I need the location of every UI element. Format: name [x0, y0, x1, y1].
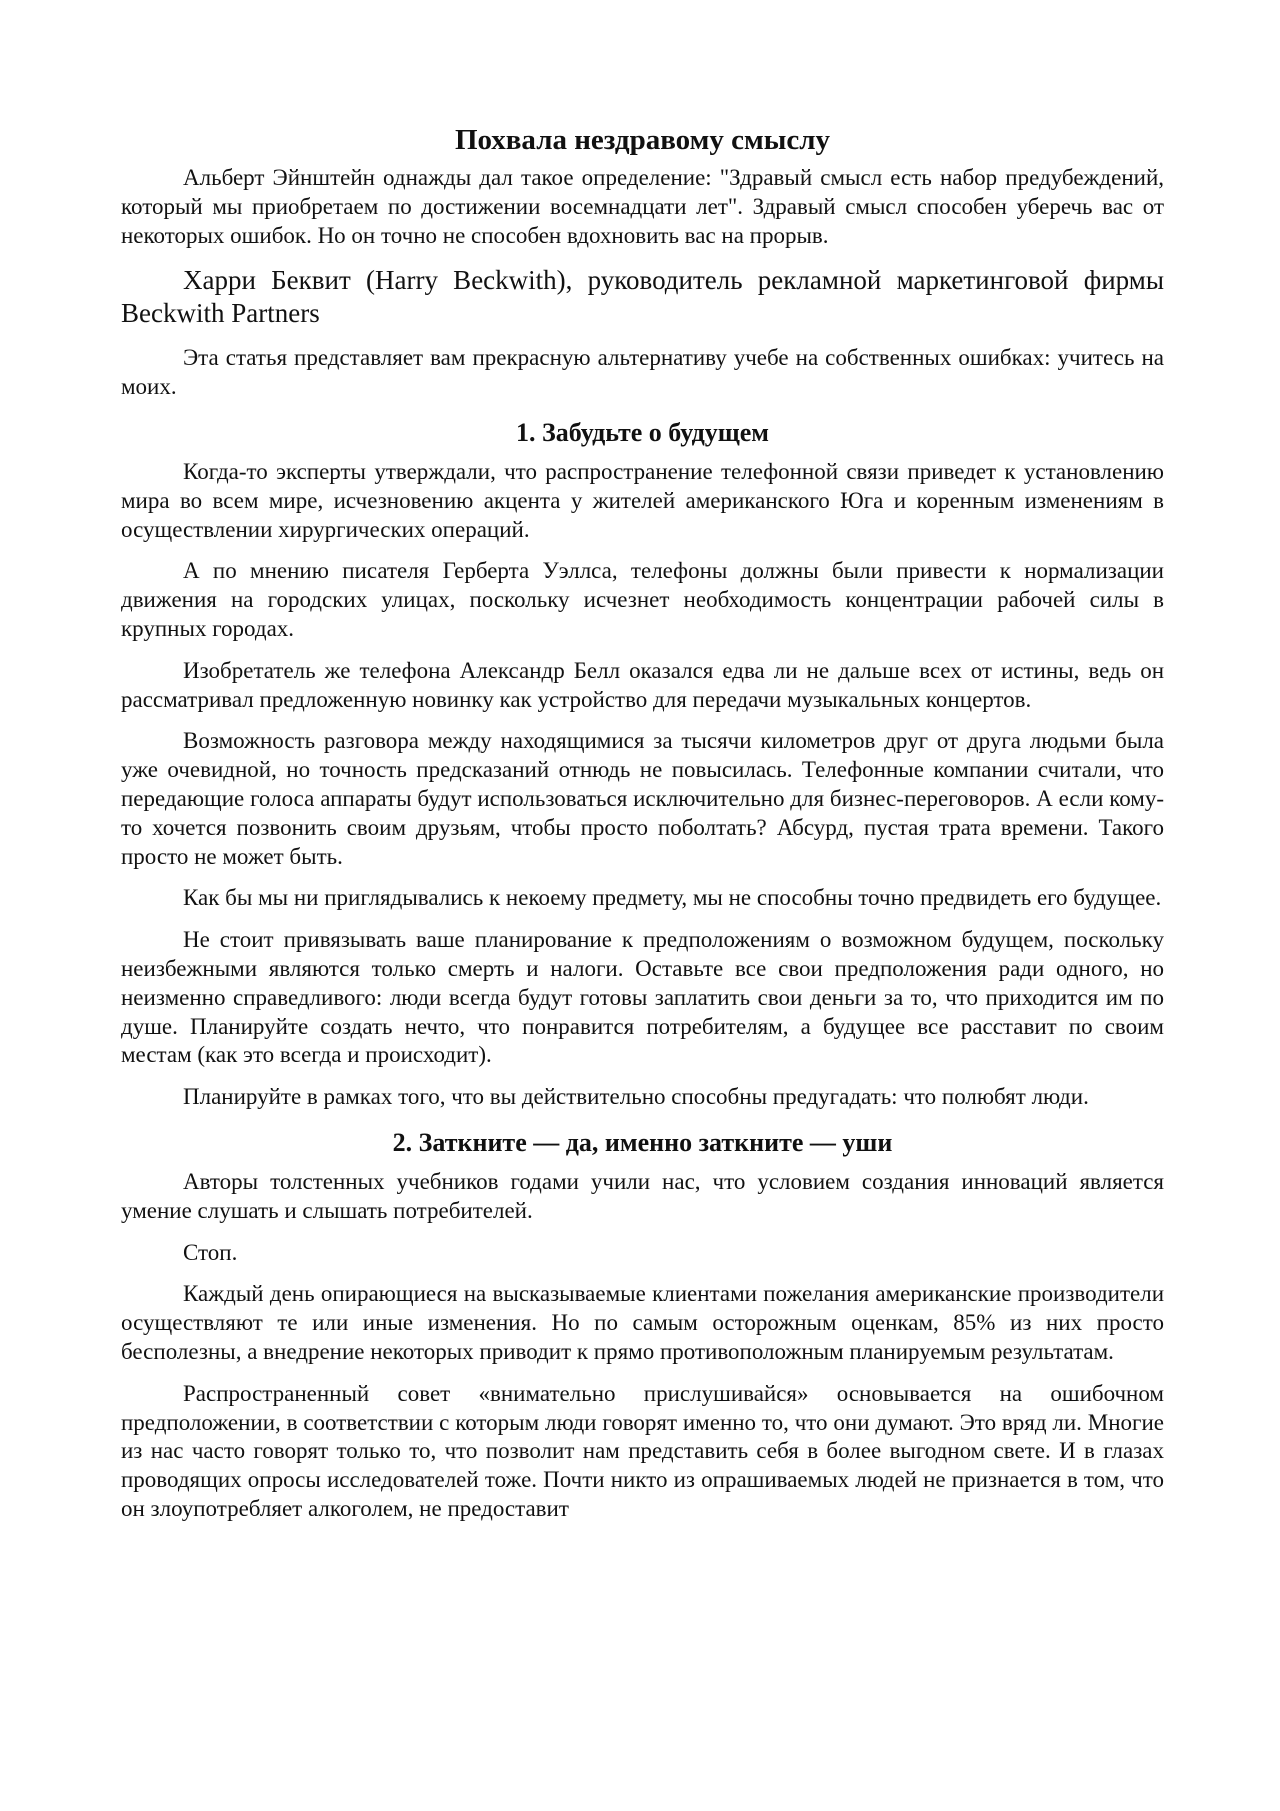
- body-paragraph: Распространенный совет «внимательно прислушивайся» основывается на ошибочном предположении, в соответствии с которым люди говорят именно то, что они думают. Это вряд ли. Многие из нас часто говорят только то, что позволит нам представить себя в более выгодном свете. И в глазах проводящих опросы исследователей тоже. Почти никто из опрашиваемых людей не признается в том, что он злоупотребляет алкоголем, не предоставит: [121, 1380, 1164, 1521]
- section-heading: 1. Забудьте о будущем: [515, 417, 770, 447]
- body-paragraph: Каждый день опирающиеся на высказываемые клиентами пожелания американские производители осуществляют те или иные изменения. Но по самым осторожным оценкам, 85% из них просто бесполезны, а внедрение некоторых приводит к прямо противоположным планируемым результатам.: [121, 1281, 1164, 1364]
- body-paragraph: Как бы мы ни приглядывались к некоему предмету, мы не способны точно предвидеть его будущее.: [183, 885, 1162, 911]
- body-paragraph: Когда-то эксперты утверждали, что распространение телефонной связи приведет к установлению мира во всем мире, исчезновению акцента у жителей американского Юга и коренным изменениям в осуществлении хирургических операций.: [121, 458, 1164, 542]
- body-paragraph: Планируйте в рамках того, что вы действительно способны предугадать: что полюбят люди.: [183, 1084, 1089, 1110]
- document-title: Похвала нездравому смыслу: [454, 124, 831, 156]
- intro-paragraph: Эта статья представляет вам прекрасную альтернативу учебе на собственных ошибках: учитесь на моих.: [121, 345, 1164, 400]
- body-paragraph: Не стоит привязывать ваше планирование к предположениям о возможном будущем, поскольку неизбежными являются только смерть и налоги. Оставьте все свои предположения ради одного, но неизменно справедливого: люди всегда будут готовы заплатить свои деньги за то, что приходится им по душе. Планируйте создать нечто, что понравится потребителям, а будущее все расставит по своим местам (как это всегда и происходит).: [121, 927, 1164, 1068]
- body-paragraph: А по мнению писателя Герберта Уэллса, телефоны должны были привести к нормализации движения на городских улицах, поскольку исчезнет необходимость концентрации рабочей силы в крупных городах.: [121, 558, 1164, 641]
- body-paragraph: Стоп.: [183, 1239, 238, 1265]
- intro-paragraph: Альберт Эйнштейн однажды дал такое определение: "Здравый смысл есть набор предубеждений, который мы приобретаем по достижении восемнадцати лет". Здравый смысл способен уберечь вас от некоторых ошибок. Но он точно не способен вдохновить вас на прорыв.: [121, 165, 1164, 248]
- body-paragraph: Авторы толстенных учебников годами учили нас, что условием создания инноваций является умение слушать и слышать потребителей.: [121, 1168, 1164, 1223]
- body-paragraph: Возможность разговора между находящимися за тысячи километров друг от друга людьми была уже очевидной, но точность предсказаний отнюдь не повысилась. Телефонные компании считали, что передающие голоса аппараты будут использоваться исключительно для бизнес-переговоров. А если кому-то хочется позвонить своим друзьям, чтобы просто поболтать? Абсурд, пустая трата времени. Такого просто не может быть.: [121, 728, 1164, 869]
- section-heading: 2. Заткните — да, именно заткните — уши: [392, 1127, 893, 1157]
- body-paragraph: Изобретатель же телефона Александр Белл оказался едва ли не дальше всех от истины, ведь он рассматривал предложенную новинку как устройство для передачи музыкальных концертов.: [121, 657, 1164, 712]
- document-page: [121, 122, 1164, 1537]
- author-attribution: Харри Беквит (Harry Beckwith), руководитель рекламной маркетинговой фирмы Beckwith Partners: [121, 265, 1164, 329]
